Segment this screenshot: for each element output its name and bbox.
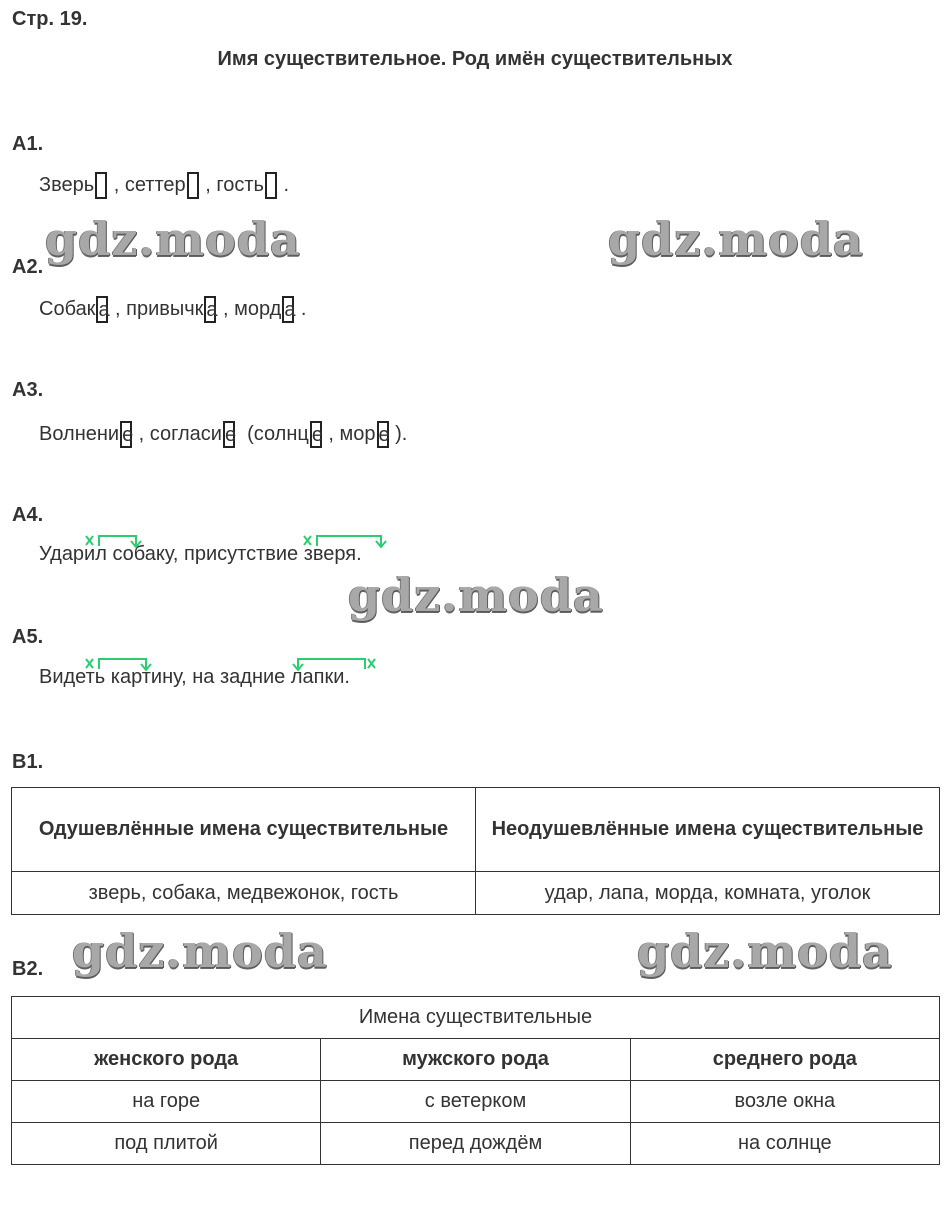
table-cell: под плитой xyxy=(12,1123,321,1165)
ending-letter: е xyxy=(311,424,323,446)
word: сеттер xyxy=(124,174,186,196)
table-header: Имена существительные xyxy=(12,997,940,1039)
ending-letter: е xyxy=(378,424,390,446)
column-header-inanimate: Неодушевлённые имена существительные xyxy=(476,788,940,872)
task-a3-label: А3. xyxy=(12,379,44,401)
open-paren: ( xyxy=(247,423,254,445)
table-cell: на горе xyxy=(12,1081,321,1123)
arrow-bracket xyxy=(99,659,146,669)
arrow-bracket xyxy=(298,659,365,669)
task-b1-label: В1. xyxy=(12,751,44,773)
column-header-neuter: среднего рода xyxy=(630,1039,939,1081)
watermark: gdz.moda xyxy=(45,212,301,266)
word: согласи xyxy=(149,423,222,445)
comma: , xyxy=(328,423,334,445)
period: . xyxy=(300,298,307,320)
x-mark-icon xyxy=(86,659,93,668)
word: мор xyxy=(339,423,376,445)
arrow-bracket xyxy=(317,536,381,546)
gender-table xyxy=(11,996,940,1165)
watermark: gdz.moda xyxy=(608,212,864,266)
column-header-animate: Одушевлённые имена существительные xyxy=(12,788,476,872)
x-mark-icon xyxy=(368,659,375,668)
table-row xyxy=(12,1123,940,1165)
word: привычк xyxy=(126,298,204,320)
word: гость xyxy=(216,174,264,196)
table-cell: возле окна xyxy=(630,1081,939,1123)
word: Собак xyxy=(39,298,96,320)
ending-letter: е xyxy=(122,424,134,446)
inanimate-nouns-cell: удар, лапа, морда, комната, уголок xyxy=(476,872,940,915)
animate-nouns-cell: зверь, собака, медвежонок, гость xyxy=(12,872,476,915)
word: Волнени xyxy=(39,423,120,445)
ending-letter: а xyxy=(206,299,218,321)
page-title: Имя существительное. Род имён существительных xyxy=(217,48,733,70)
table-cell: перед дождём xyxy=(321,1123,630,1165)
x-mark-icon xyxy=(86,536,93,545)
comma: , xyxy=(115,298,121,320)
watermark: gdz.moda xyxy=(637,924,893,978)
comma: , xyxy=(222,298,229,320)
column-header-masculine: мужского рода xyxy=(321,1039,630,1081)
word: Зверь xyxy=(39,174,95,196)
comma: , xyxy=(205,174,211,196)
animacy-table xyxy=(11,787,940,915)
task-a4-sentence: Ударил собаку, присутствие зверя. xyxy=(39,543,362,565)
task-a5-sentence: Видеть картину, на задние лапки. xyxy=(39,666,350,688)
comma: , xyxy=(138,423,145,445)
task-a2-label: А2. xyxy=(12,256,44,278)
table-cell: с ветерком xyxy=(321,1081,630,1123)
arrow-bracket xyxy=(99,536,136,546)
page-number: Стр. 19. xyxy=(12,8,88,30)
ending-letter: а xyxy=(284,299,296,321)
word: морд xyxy=(234,298,282,320)
column-header-feminine: женского рода xyxy=(12,1039,321,1081)
close-paren: ). xyxy=(395,423,408,445)
period: . xyxy=(283,174,290,196)
watermark: gdz.moda xyxy=(72,924,328,978)
task-b2-label: В2. xyxy=(12,958,44,980)
table-cell: на солнце xyxy=(630,1123,939,1165)
task-a5-label: А5. xyxy=(12,626,44,648)
word: солнц xyxy=(253,423,309,445)
x-mark-icon xyxy=(304,536,311,545)
task-a1-label: А1. xyxy=(12,133,44,155)
ending-letter: е xyxy=(224,424,237,446)
comma: , xyxy=(113,174,120,196)
watermark: gdz.moda xyxy=(348,568,604,622)
table-row xyxy=(12,1081,940,1123)
task-a4-label: А4. xyxy=(12,504,44,526)
ending-letter: а xyxy=(98,299,110,321)
